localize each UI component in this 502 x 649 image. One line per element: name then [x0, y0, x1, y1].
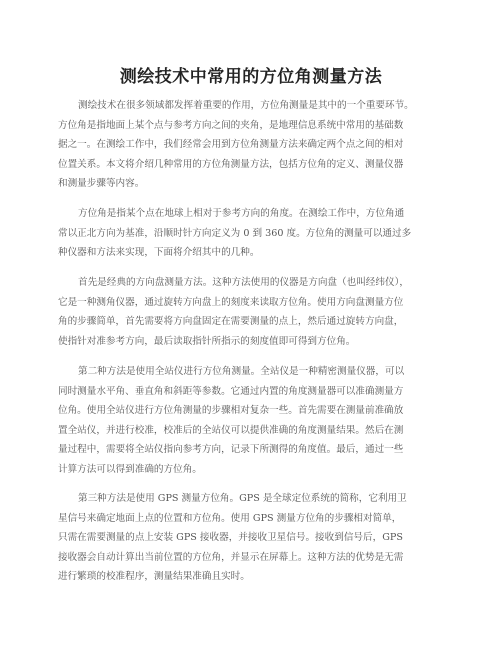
paragraph-line: 测绘技术在很多领域都发挥着重要的作用，方位角测量是其中的一个重要环节。	[78, 100, 414, 111]
paragraph-line: 它是一种测角仪器，通过旋转方向盘上的刻度来读取方位角。使用方向盘测量方位	[58, 296, 404, 308]
paragraph-line: 位置关系。本文将介绍几种常用的方位角测量方法，包括方位角的定义、测量仪器	[58, 158, 404, 170]
paragraph-line: 据之一。在测绘工作中，我们经常会用到方位角测量方法来确定两个点之间的相对	[58, 139, 404, 150]
paragraph-line: 只需在需要测量的点上安装 GPS 接收器，并接收卫星信号。接收到信号后，GPS	[58, 532, 403, 543]
paragraph-line: 量过程中，需要将全站仪指向参考方向，记录下所测得的角度值。最后，通过一些	[58, 444, 404, 455]
paragraph-line: 种仪器和方法来实现，下面将介绍其中的几种。	[58, 247, 260, 258]
paragraph-line: 接收器会自动计算出当前位置的方位角，并显示在屏幕上。这种方法的优势是无需	[58, 551, 404, 563]
paragraph-line: 位角。使用全站仪进行方位角测量的步骤相对复杂一些。首先需要在测量前准确放	[58, 405, 404, 416]
paragraph-line: 使指针对准参考方向，最后读取指针所指示的刻度值即可得到方位角。	[58, 335, 356, 347]
paragraph-line: 同时测量水平角、垂直角和斜距等参数。它通过内置的角度测量器可以准确测量方	[58, 385, 404, 397]
paragraph-4	[58, 362, 438, 479]
paragraph-3	[58, 273, 438, 351]
paragraph-line: 角的步骤简单，首先需要将方向盘固定在需要测量的点上，然后通过旋转方向盘，	[58, 316, 404, 327]
paragraph-line: 首先是经典的方向盘测量方法。这种方法使用的仪器是方向盘（也叫经纬仪），	[78, 277, 409, 288]
paragraph-2	[58, 204, 438, 263]
paragraph-line: 置全站仪，并进行校准，校准后的全站仪可以提供准确的角度测量结果。然后在测	[58, 424, 404, 436]
paragraph-line: 方位角是指地面上某个点与参考方向之间的夹角，是地理信息系统中常用的基础数	[58, 119, 404, 131]
paragraph-line: 第三种方法是使用 GPS 测量方位角。GPS 是全球定位系统的简称，它利用卫	[78, 493, 407, 504]
paragraph-line: 进行繁琐的校准程序，测量结果准确且实时。	[58, 571, 250, 582]
paragraph-line: 第二种方法是使用全站仪进行方位角测量。全站仪是一种精密测量仪器，可以	[78, 366, 405, 377]
paragraph-1	[58, 96, 438, 194]
paragraph-line: 和测量步骤等内容。	[58, 178, 145, 189]
paragraph-line: 方位角是指某个点在地球上相对于参考方向的角度。在测绘工作中，方位角通	[78, 208, 405, 219]
document-title: 测绘技术中常用的方位角测量方法	[119, 67, 383, 87]
paragraph-line: 常以正北方向为基准，沿顺时针方向定义为 0 到 360 度。方位角的测量可以通过多	[58, 227, 412, 239]
paragraph-5	[58, 489, 438, 587]
paragraph-line: 计算方法可以得到准确的方位角。	[58, 463, 202, 475]
paragraph-line: 星信号来确定地面上点的位置和方位角。使用 GPS 测量方位角的步骤相对简单，	[58, 512, 402, 524]
